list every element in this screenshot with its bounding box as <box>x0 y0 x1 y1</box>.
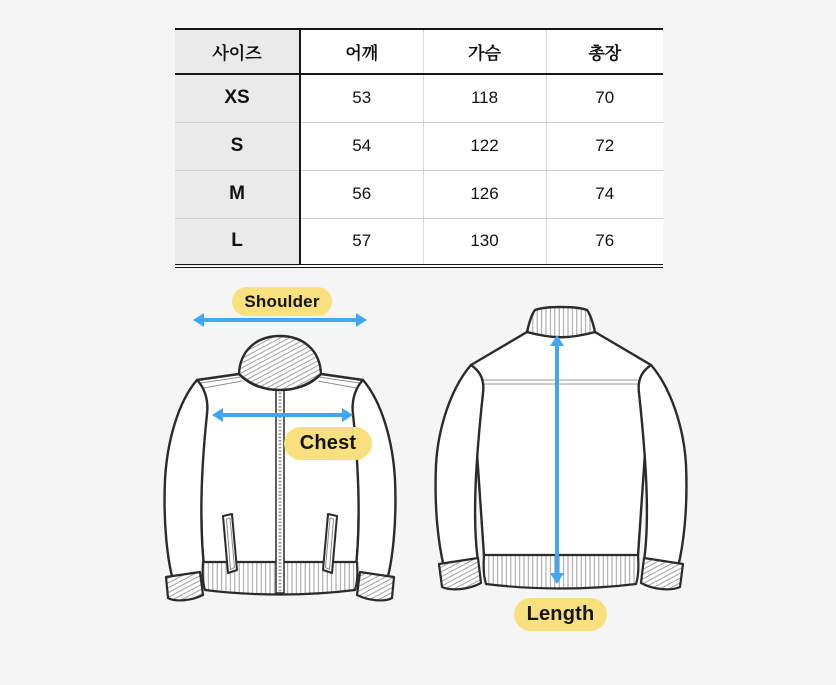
column-header-shoulder: 어깨 <box>300 29 423 74</box>
size-table-header-row <box>175 29 663 74</box>
total-length-value: 76 <box>595 231 615 251</box>
shoulder-value: 57 <box>300 218 423 266</box>
column-header-size: 사이즈 <box>175 29 300 74</box>
shoulder-measure-label: Shoulder <box>232 287 332 316</box>
length-measure-label: Length <box>514 598 607 631</box>
shoulder-arrow-icon <box>202 318 358 322</box>
size-label: L <box>175 218 300 266</box>
total-length-value: 74 <box>546 170 663 218</box>
chest-arrow-icon <box>221 413 344 417</box>
column-header-total-length: 총장 <box>546 29 663 74</box>
total-length-value: 72 <box>546 122 663 170</box>
shoulder-value: 54 <box>300 122 423 170</box>
table-row-xs <box>175 74 663 122</box>
size-label: XS <box>175 74 300 122</box>
chest-value: 130 <box>423 218 546 266</box>
shoulder-value: 53 <box>300 74 423 122</box>
table-row-m <box>175 170 663 218</box>
column-header-chest: 가슴 <box>423 29 546 74</box>
table-row-l <box>175 218 663 266</box>
jacket-front-illustration <box>150 330 420 602</box>
table-row-s <box>175 122 663 170</box>
chest-value: 118 <box>423 74 546 122</box>
chest-value: 126 <box>423 170 546 218</box>
length-arrow-icon <box>555 344 559 575</box>
jacket-back-illustration <box>426 303 706 600</box>
size-label: M <box>175 170 300 218</box>
size-table <box>175 28 663 268</box>
chest-value: 122 <box>423 122 546 170</box>
size-label: S <box>175 122 300 170</box>
chest-measure-label: Chest <box>284 427 372 460</box>
total-length-value: 70 <box>546 74 663 122</box>
shoulder-value: 56 <box>300 170 423 218</box>
